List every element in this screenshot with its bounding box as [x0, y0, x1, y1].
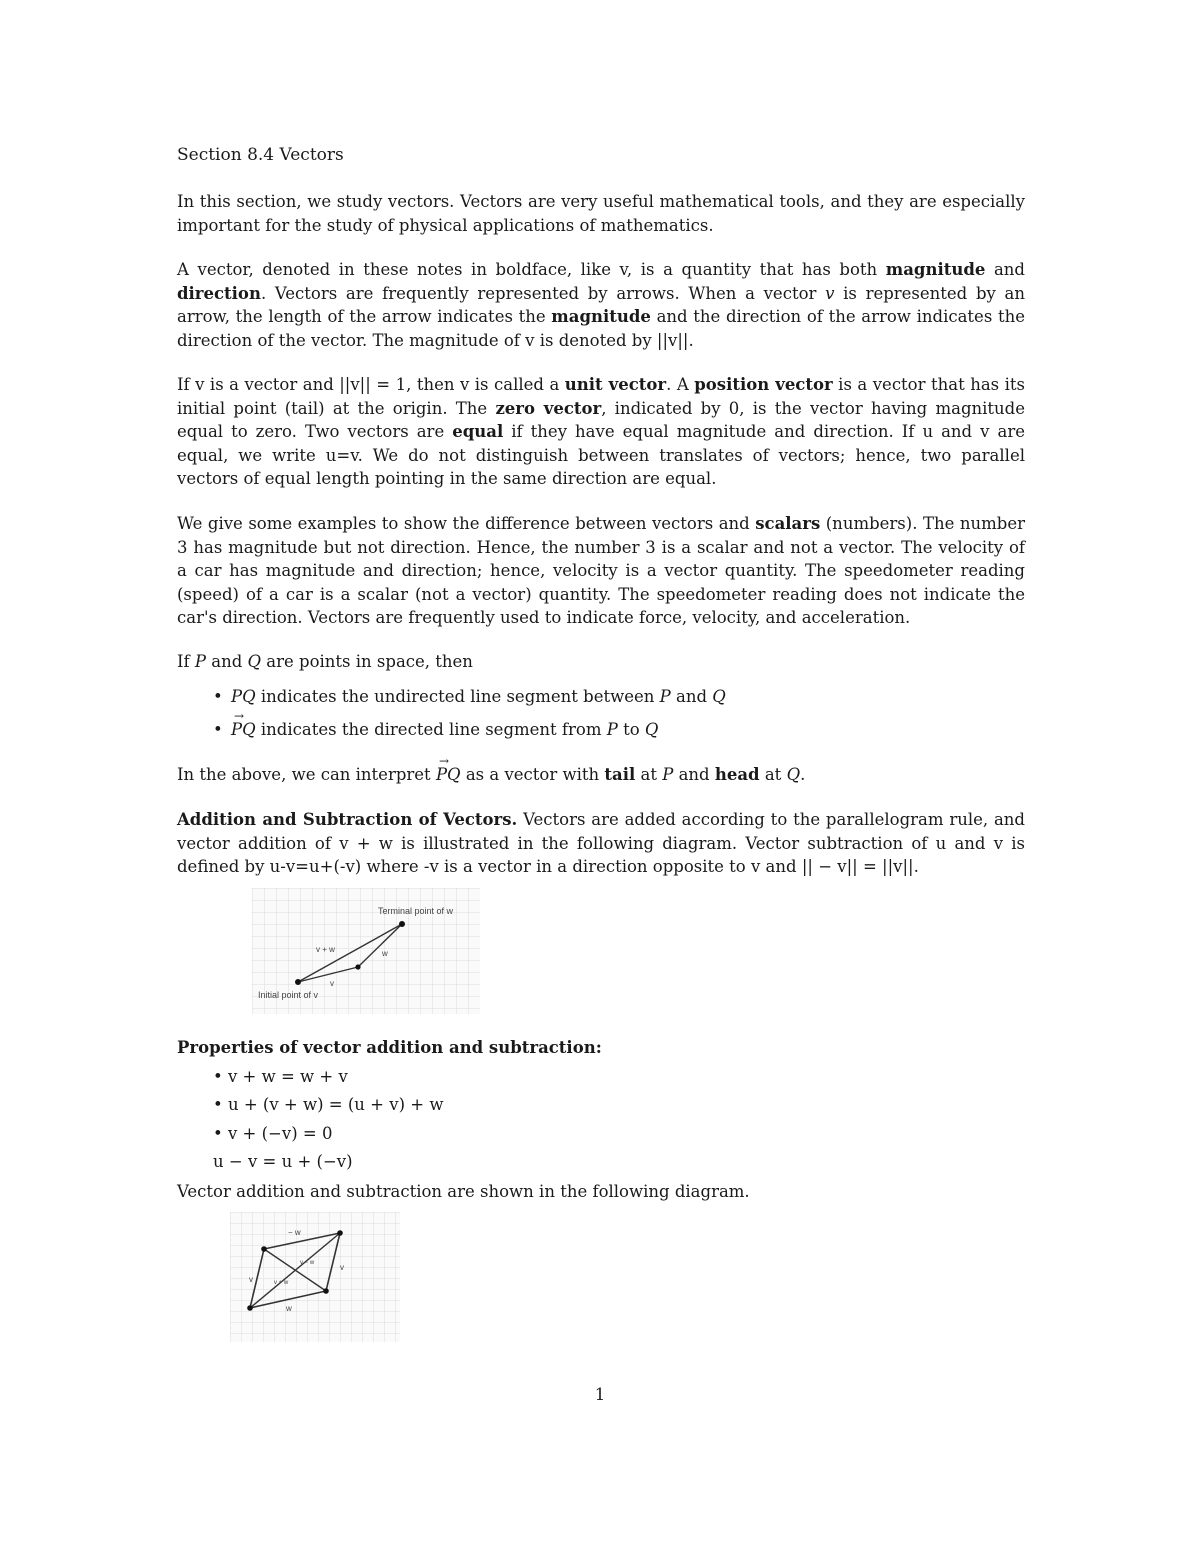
property-item: • v + w = w + v [213, 1067, 348, 1086]
w-label: w [382, 949, 388, 958]
property-item: • v + (−v) = 0 [213, 1124, 333, 1143]
sum-label: v + w [316, 945, 335, 954]
parallelogram-figure [230, 1212, 400, 1342]
points-paragraph: If P and Q are points in space, then [177, 652, 473, 671]
difference-diagonal-label: v − w [300, 1260, 315, 1266]
property-item: • u + (v + w) = (u + v) + w [213, 1095, 444, 1114]
terminal-point-label: Terminal point of w [378, 906, 454, 916]
bullet-directed-segment: •→ PQ indicates the directed line segment from P to Q [213, 718, 1013, 742]
unit-vector-paragraph: If v is a vector and ||v|| = 1, then v is called a unit vector. A position vector is a vector that has its initial point (tail) at the origin. The zero vector, indicated by 0, is the vector having magnitude equal to zero. Two vectors are equal if they have equal magnitude and direction. If u and v are equal, we write u=v. We do not distinguish between translates of vectors; hence, two parallel vectors of equal length pointing in the same direction are equal. [177, 375, 1025, 488]
addition-subtraction-heading: Addition and Subtraction of Vectors. [177, 810, 518, 829]
properties-heading: Properties of vector addition and subtraction: [177, 1038, 602, 1057]
scalars-paragraph: We give some examples to show the difference between vectors and scalars (numbers). The number 3 has magnitude but not direction. Hence, the number 3 is a scalar and not a vector. The velocity of a car has magnitude and direction; hence, velocity is a vector quantity. The speedometer reading (speed) of a car is a scalar (not a vector) quantity. The speedometer reading does not indicate the car's direction. Vectors are frequently used to indicate force, velocity, and acceleration. [177, 514, 1025, 627]
section-title: Section 8.4 Vectors [177, 145, 344, 165]
vertex-dot [337, 1230, 343, 1236]
addition-subtraction-paragraph: Addition and Subtraction of Vectors. Vectors are added according to the parallelogram rule, and vector addition of v + w is illustrated in the following diagram. Vector subtraction of u and v is defined by u-v=u+(-v) where -v is a vector in a direction opposite to v and || − v|| = ||v||. [177, 810, 1025, 876]
neg-w-label: − w [288, 1228, 301, 1237]
bottom-w-label: w [286, 1304, 292, 1313]
vertex-dot [323, 1288, 329, 1294]
right-v-label: v [340, 1263, 344, 1272]
vector-addition-figure [252, 888, 480, 1014]
v-label: v [330, 979, 334, 988]
left-v-label: v [249, 1275, 253, 1284]
vertex-dot [247, 1305, 253, 1311]
vector-definition-paragraph: A vector, denoted in these notes in boldface, like v, is a quantity that has both magnitude and direction. Vectors are frequently represented by arrows. When a vector v is represented by an arrow, the length of the arrow indicates the magnitude and the direction of the arrow indicates the direction of the vector. The magnitude of v is denoted by ||v||. [177, 260, 1025, 350]
property-item: u − v = u + (−v) [213, 1152, 353, 1171]
initial-point-label: Initial point of v [258, 990, 319, 1000]
grid [230, 1212, 400, 1342]
sum-diagonal-label: v + w [274, 1280, 289, 1286]
page-number: 1 [594, 1385, 606, 1404]
vertex-dot [261, 1246, 267, 1252]
mid-point-dot [355, 964, 360, 969]
diagram-intro: Vector addition and subtraction are shown in the following diagram. [177, 1182, 750, 1201]
bullet-undirected-segment: • PQ indicates the undirected line segment between P and Q [213, 687, 726, 706]
intro-paragraph: In this section, we study vectors. Vectors are very useful mathematical tools, and they are especially important for the study of physical applications of mathematics. [177, 192, 1025, 235]
interpretation-paragraph: In the above, we can interpret → PQ as a vector with tail at P and head at Q. [177, 763, 1025, 787]
initial-point-dot [295, 979, 301, 985]
terminal-point-dot [399, 921, 405, 927]
